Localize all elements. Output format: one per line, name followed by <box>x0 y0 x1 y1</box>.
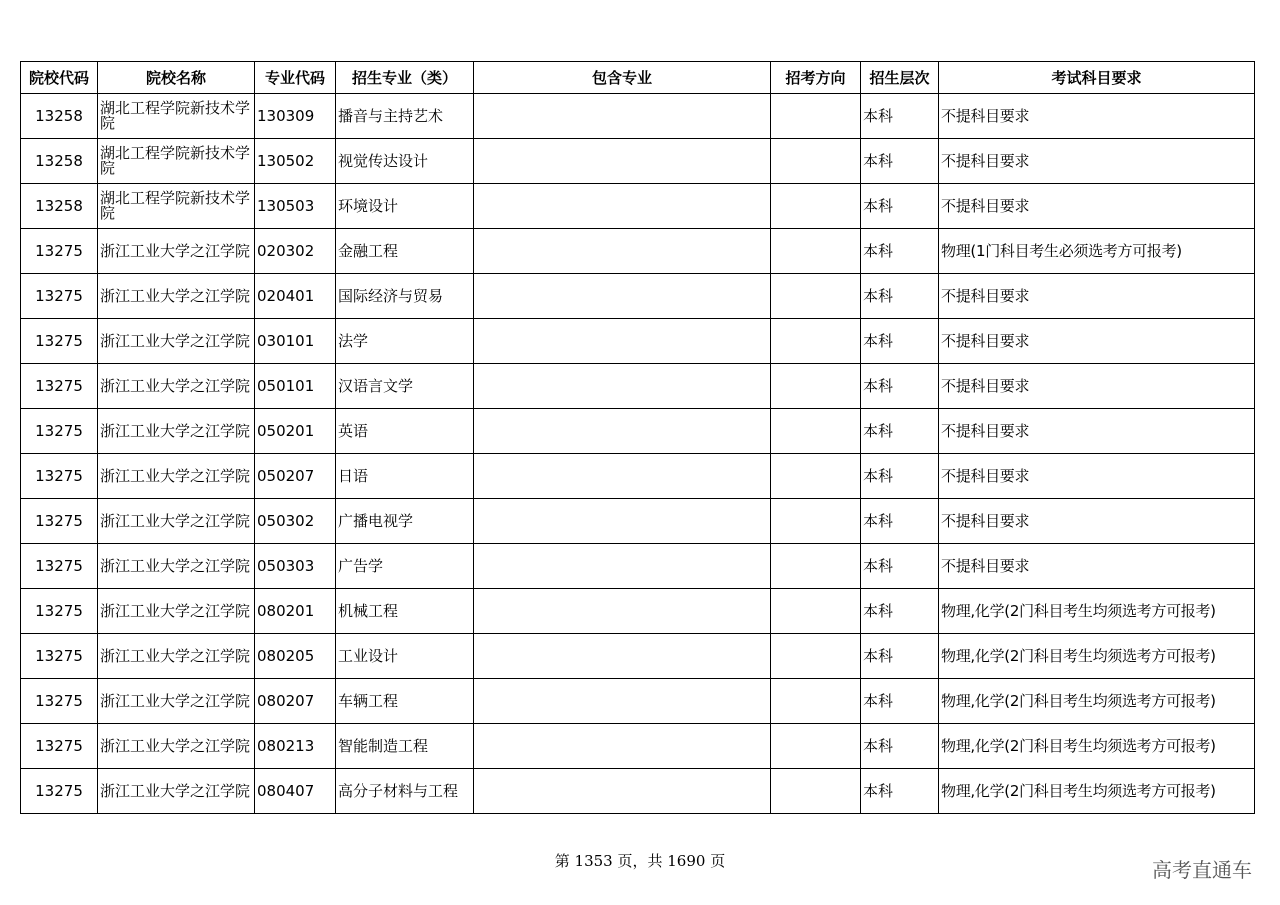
direction-cell <box>771 544 861 589</box>
major-cell: 播音与主持艺术 <box>336 94 474 139</box>
school-name-cell: 浙江工业大学之江学院 <box>98 724 255 769</box>
table-row <box>21 184 1255 229</box>
requirement-cell: 不提科目要求 <box>939 454 1255 499</box>
school-name-cell: 浙江工业大学之江学院 <box>98 499 255 544</box>
level-cell: 本科 <box>861 139 939 184</box>
requirement-cell: 物理,化学(2门科目考生均须选考方可报考) <box>939 724 1255 769</box>
school-code-cell: 13275 <box>21 364 98 409</box>
table-row <box>21 409 1255 454</box>
watermark: 高考直通车 <box>1152 858 1252 882</box>
level-cell: 本科 <box>861 724 939 769</box>
major-code-cell: 080207 <box>255 679 336 724</box>
major-cell: 视觉传达设计 <box>336 139 474 184</box>
school-name-cell: 浙江工业大学之江学院 <box>98 769 255 814</box>
admission-table <box>20 61 1255 814</box>
direction-cell <box>771 364 861 409</box>
level-cell: 本科 <box>861 589 939 634</box>
requirement-cell: 不提科目要求 <box>939 319 1255 364</box>
major-cell: 工业设计 <box>336 634 474 679</box>
requirement-cell: 不提科目要求 <box>939 499 1255 544</box>
major-cell: 智能制造工程 <box>336 724 474 769</box>
school-code-cell: 13275 <box>21 724 98 769</box>
major-code-cell: 130502 <box>255 139 336 184</box>
direction-cell <box>771 769 861 814</box>
school-code-cell: 13275 <box>21 679 98 724</box>
header-requirement: 考试科目要求 <box>939 62 1255 94</box>
level-cell: 本科 <box>861 634 939 679</box>
page-footer: 第 1353 页，共 1690 页 <box>554 852 726 870</box>
includes-cell <box>474 184 771 229</box>
includes-cell <box>474 499 771 544</box>
includes-cell <box>474 229 771 274</box>
requirement-cell: 不提科目要求 <box>939 364 1255 409</box>
school-code-cell: 13275 <box>21 454 98 499</box>
school-name-cell: 浙江工业大学之江学院 <box>98 589 255 634</box>
school-code-cell: 13275 <box>21 409 98 454</box>
major-cell: 金融工程 <box>336 229 474 274</box>
level-cell: 本科 <box>861 769 939 814</box>
school-name-cell: 湖北工程学院新技术学院 <box>98 94 255 139</box>
major-cell: 国际经济与贸易 <box>336 274 474 319</box>
header-level: 招生层次 <box>861 62 939 94</box>
major-code-cell: 020401 <box>255 274 336 319</box>
table-row <box>21 544 1255 589</box>
school-code-cell: 13275 <box>21 319 98 364</box>
table-row <box>21 769 1255 814</box>
table-row <box>21 94 1255 139</box>
school-code-cell: 13258 <box>21 94 98 139</box>
major-code-cell: 050101 <box>255 364 336 409</box>
table-row <box>21 634 1255 679</box>
school-code-cell: 13258 <box>21 139 98 184</box>
includes-cell <box>474 679 771 724</box>
includes-cell <box>474 139 771 184</box>
requirement-cell: 物理(1门科目考生必须选考方可报考) <box>939 229 1255 274</box>
includes-cell <box>474 274 771 319</box>
major-cell: 广播电视学 <box>336 499 474 544</box>
table-row <box>21 499 1255 544</box>
requirement-cell: 不提科目要求 <box>939 184 1255 229</box>
includes-cell <box>474 454 771 499</box>
requirement-cell: 物理,化学(2门科目考生均须选考方可报考) <box>939 769 1255 814</box>
header-direction: 招考方向 <box>771 62 861 94</box>
school-name-cell: 浙江工业大学之江学院 <box>98 409 255 454</box>
school-code-cell: 13275 <box>21 769 98 814</box>
header-major-code: 专业代码 <box>255 62 336 94</box>
header-includes: 包含专业 <box>474 62 771 94</box>
school-code-cell: 13275 <box>21 634 98 679</box>
level-cell: 本科 <box>861 679 939 724</box>
level-cell: 本科 <box>861 409 939 454</box>
major-cell: 环境设计 <box>336 184 474 229</box>
includes-cell <box>474 589 771 634</box>
direction-cell <box>771 139 861 184</box>
direction-cell <box>771 454 861 499</box>
major-cell: 日语 <box>336 454 474 499</box>
requirement-cell: 不提科目要求 <box>939 409 1255 454</box>
major-code-cell: 130503 <box>255 184 336 229</box>
major-code-cell: 050207 <box>255 454 336 499</box>
requirement-cell: 不提科目要求 <box>939 274 1255 319</box>
header-school-name: 院校名称 <box>98 62 255 94</box>
school-name-cell: 浙江工业大学之江学院 <box>98 274 255 319</box>
header-school-code: 院校代码 <box>21 62 98 94</box>
level-cell: 本科 <box>861 274 939 319</box>
direction-cell <box>771 184 861 229</box>
major-cell: 高分子材料与工程 <box>336 769 474 814</box>
direction-cell <box>771 319 861 364</box>
school-code-cell: 13275 <box>21 589 98 634</box>
level-cell: 本科 <box>861 544 939 589</box>
direction-cell <box>771 409 861 454</box>
level-cell: 本科 <box>861 364 939 409</box>
table-row <box>21 139 1255 184</box>
school-name-cell: 浙江工业大学之江学院 <box>98 454 255 499</box>
direction-cell <box>771 724 861 769</box>
school-code-cell: 13275 <box>21 229 98 274</box>
direction-cell <box>771 229 861 274</box>
requirement-cell: 物理,化学(2门科目考生均须选考方可报考) <box>939 634 1255 679</box>
direction-cell <box>771 589 861 634</box>
major-code-cell: 020302 <box>255 229 336 274</box>
includes-cell <box>474 409 771 454</box>
major-cell: 车辆工程 <box>336 679 474 724</box>
school-name-cell: 浙江工业大学之江学院 <box>98 679 255 724</box>
school-name-cell: 浙江工业大学之江学院 <box>98 319 255 364</box>
direction-cell <box>771 499 861 544</box>
major-code-cell: 130309 <box>255 94 336 139</box>
table-row <box>21 229 1255 274</box>
major-code-cell: 050201 <box>255 409 336 454</box>
level-cell: 本科 <box>861 94 939 139</box>
table-row <box>21 679 1255 724</box>
major-code-cell: 080213 <box>255 724 336 769</box>
school-name-cell: 湖北工程学院新技术学院 <box>98 184 255 229</box>
major-cell: 汉语言文学 <box>336 364 474 409</box>
table-row <box>21 589 1255 634</box>
major-cell: 广告学 <box>336 544 474 589</box>
includes-cell <box>474 94 771 139</box>
requirement-cell: 物理,化学(2门科目考生均须选考方可报考) <box>939 589 1255 634</box>
school-name-cell: 浙江工业大学之江学院 <box>98 229 255 274</box>
major-code-cell: 080201 <box>255 589 336 634</box>
requirement-cell: 不提科目要求 <box>939 94 1255 139</box>
includes-cell <box>474 769 771 814</box>
major-code-cell: 050302 <box>255 499 336 544</box>
major-cell: 英语 <box>336 409 474 454</box>
level-cell: 本科 <box>861 229 939 274</box>
table-row <box>21 319 1255 364</box>
includes-cell <box>474 319 771 364</box>
major-code-cell: 030101 <box>255 319 336 364</box>
includes-cell <box>474 634 771 679</box>
table-row <box>21 364 1255 409</box>
school-name-cell: 浙江工业大学之江学院 <box>98 364 255 409</box>
requirement-cell: 不提科目要求 <box>939 544 1255 589</box>
major-code-cell: 080205 <box>255 634 336 679</box>
major-cell: 机械工程 <box>336 589 474 634</box>
school-code-cell: 13275 <box>21 274 98 319</box>
major-code-cell: 050303 <box>255 544 336 589</box>
includes-cell <box>474 544 771 589</box>
major-code-cell: 080407 <box>255 769 336 814</box>
table-body <box>21 94 1255 814</box>
direction-cell <box>771 634 861 679</box>
school-code-cell: 13275 <box>21 499 98 544</box>
level-cell: 本科 <box>861 184 939 229</box>
level-cell: 本科 <box>861 319 939 364</box>
school-code-cell: 13275 <box>21 544 98 589</box>
includes-cell <box>474 724 771 769</box>
requirement-cell: 不提科目要求 <box>939 139 1255 184</box>
school-code-cell: 13258 <box>21 184 98 229</box>
direction-cell <box>771 94 861 139</box>
school-name-cell: 湖北工程学院新技术学院 <box>98 139 255 184</box>
school-name-cell: 浙江工业大学之江学院 <box>98 544 255 589</box>
table-header-row <box>21 62 1255 94</box>
major-cell: 法学 <box>336 319 474 364</box>
includes-cell <box>474 364 771 409</box>
level-cell: 本科 <box>861 499 939 544</box>
direction-cell <box>771 679 861 724</box>
level-cell: 本科 <box>861 454 939 499</box>
requirement-cell: 物理,化学(2门科目考生均须选考方可报考) <box>939 679 1255 724</box>
direction-cell <box>771 274 861 319</box>
table-row <box>21 274 1255 319</box>
table-row <box>21 454 1255 499</box>
table-row <box>21 724 1255 769</box>
header-major: 招生专业（类） <box>336 62 474 94</box>
school-name-cell: 浙江工业大学之江学院 <box>98 634 255 679</box>
